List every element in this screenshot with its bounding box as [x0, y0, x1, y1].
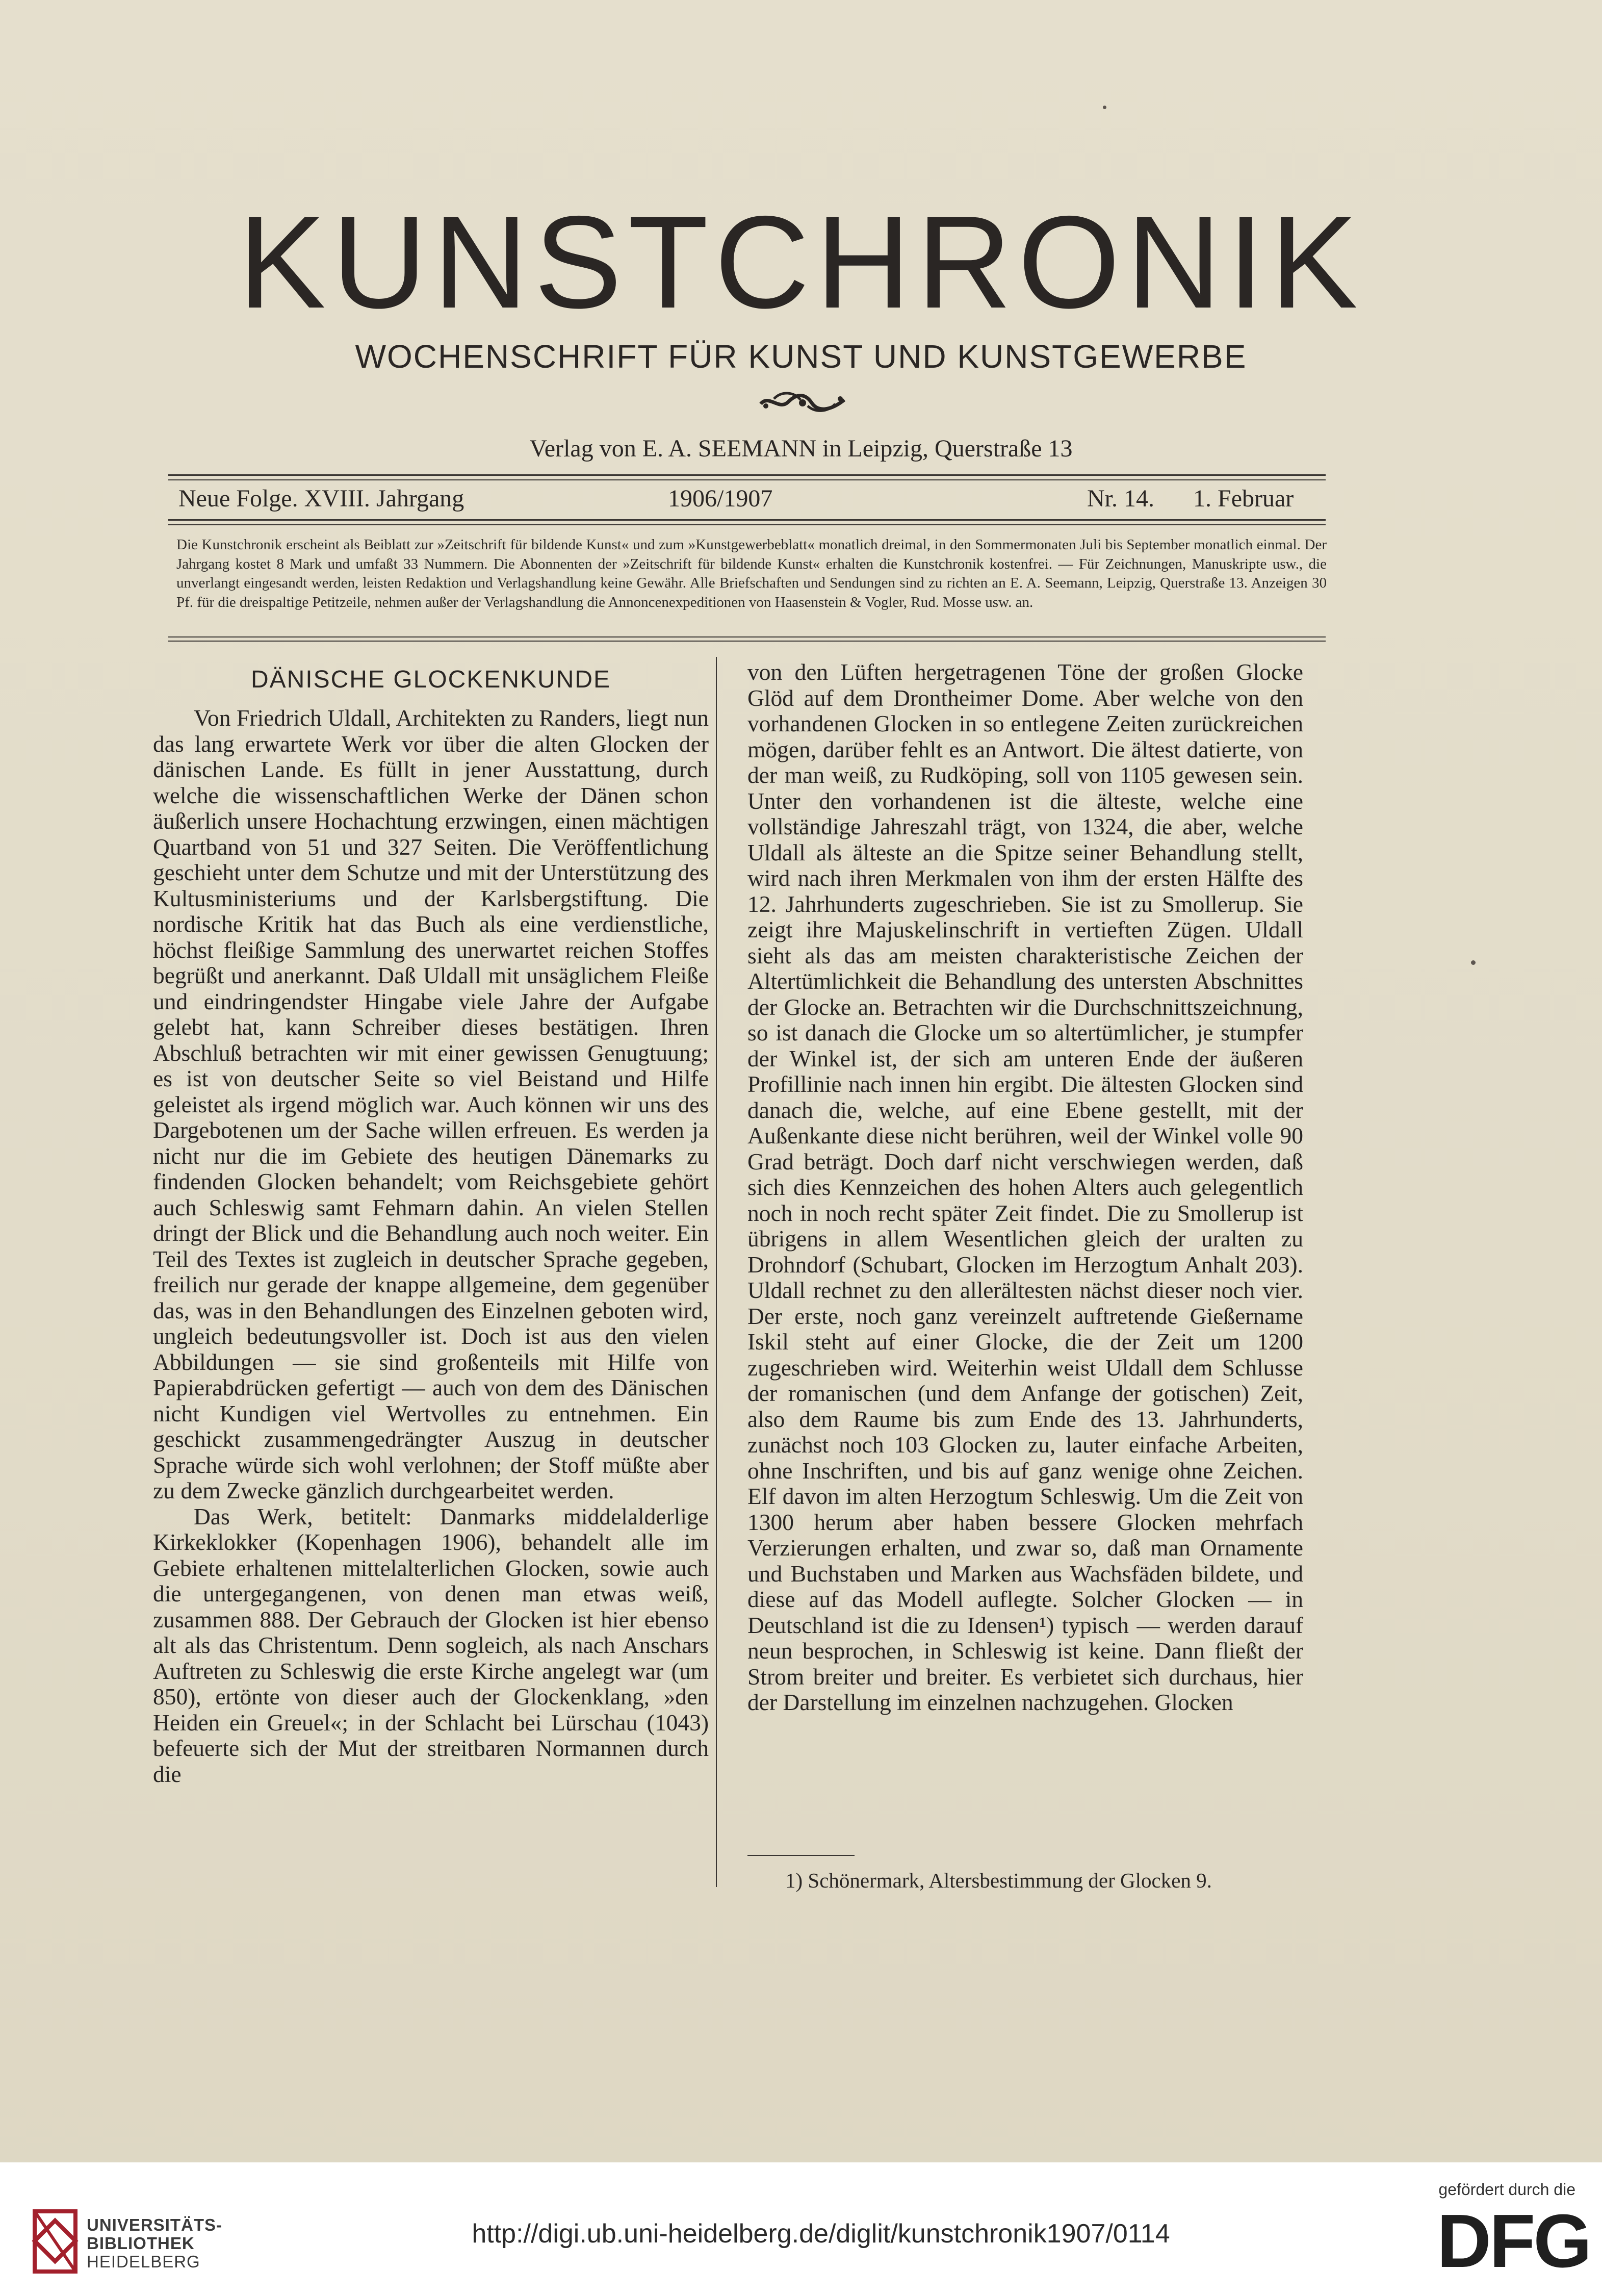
issue-line: [178, 484, 1305, 515]
notice-rule: [168, 636, 1326, 637]
header-rule: [168, 479, 1326, 480]
masthead-subtitle: WOCHENSCHRIFT FÜR KUNST UND KUNSTGEWERBE: [355, 338, 1247, 375]
issue-rule: [168, 524, 1326, 525]
library-name-line: BIBLIOTHEK: [87, 2234, 195, 2253]
footnote-rule: [747, 1855, 855, 1856]
article-heading: DÄNISCHE GLOCKENKUNDE: [250, 666, 611, 693]
paragraph: von den Lüften hergetragenen Töne der großen Glocke Glöd auf dem Drontheimer Dome. Aber welche von den vorhandenen Glocken in so entlegene Zeiten zurückreichen mögen, darüber fehlt es an Antwort. Die ältest datierte, von der man weiß, zu Rudköping, soll von 1105 gewesen sein. Unter den vorhandenen ist die älteste, welche eine vollständige Jahreszahl trägt, von 1324, die aber, welche Uldall als älteste an die Spitze seiner Behandlung stellt, wird nach ihren Merkmalen von ihm der ersten Hälfte des 12. Jahrhunderts zugeschrieben. Sie ist zu Smollerup. Sie zeigt ihre Majuskelinschrift in vertieften Zügen. Uldall sieht als das am meisten charakteristische Zeichen der Altertümlichkeit die Behandlung des untersten Abschnittes der Glocke an. Betrachten wir die Durchschnittszeichnung, so ist danach die Glocke um so altertümlicher, je stumpfer der Winkel ist, der sich am unteren Ende der äußeren Profillinie nach innen hin ergibt. Die ältesten Glocken sind danach die, welche, auf eine Ebene gestellt, mit der Außenkante diese nicht berühren, weil der Winkel volle 90 Grad beträgt. Doch darf nicht verschwiegen werden, daß sich dies Kennzeichen des hohen Alters auch gelegentlich noch in noch recht später Zeit findet. Die zu Smollerup ist übrigens in allem Wesentlichen gleich der uralten zu Drohndorf (Schubart, Glocken im Herzogtum Anhalt 203). Uldall rechnet zu den allerältesten nächst dieser noch vier. Der erste, noch ganz vereinzelt auftretende Gießername Iskil steht auf einer Glocke, die der Zeit um 1200 zugeschrieben wird. Weiterhin weist Uldall dem Schlusse der romanischen (und dem Anfange der gotischen) Zeit, also dem Raume bis zum Ende des 13. Jahrhunderts, zunächst noch 103 Glocken zu, lauter einfache Arbeiten, ohne Inschriften, und bis auf ganz wenige ohne Zeichen. Elf davon im alten Herzogtum Schleswig. Um die Zeit von 1300 herum aber haben bessere Glocken mehrfach Verzierungen erhalten, und zwar so, daß man Ornamente und Buchstaben und Marken aus Wachsfäden bildete, und diese auf das Modell auflegte. Solcher Glocken — in Deutschland ist die zu Idensen¹) typisch — werden darauf neun besprochen, in Schleswig ist keine. Dann fließt der Strom breiter und breiter. Es verbietet sich durchaus, hier der Darstellung im einzelnen nachzugehen. Glocken: [747, 659, 1303, 1715]
left-column-text: [153, 705, 709, 1787]
paper-speck: [1103, 106, 1106, 109]
header-rule: [168, 474, 1326, 476]
library-name: [87, 2216, 222, 2271]
subscription-notice: Die Kunstchronik erscheint als Beiblatt zur »Zeitschrift für bildende Kunst« und zum »Kunstgewerbeblatt« monatlich dreimal, in den Sommermonaten Juli bis September monatlich einmal. Der Jahrgang kostet 8 Mark und umfaßt 33 Nummern. Die Abonnenten der »Zeitschrift für bildende Kunst« erhalten die Kunstchronik kostenfrei. — Für Zeichnungen, Manuskripte usw., die unverlangt eingesandt werden, leisten Redaktion und Verlagshandlung keine Gewähr. Alle Briefschaften und Sendungen sind zu richten an E. A. Seemann, Leipzig, Querstraße 13. Anzeigen 30 Pf. für die dreispaltige Petitzeile, nehmen außer der Verlagshandlung die Annoncenexpeditionen von Haasenstein & Vogler, Rud. Mosse usw. an.: [176, 537, 1327, 610]
issue-series: Neue Folge. XVIII. Jahrgang: [178, 485, 464, 512]
column-divider: [716, 657, 717, 1887]
publisher-line: Verlag von E. A. SEEMANN in Leipzig, Querstraße 13: [529, 435, 1073, 462]
issue-year: 1906/1907: [668, 485, 773, 512]
issue-rule: [168, 519, 1326, 521]
funding-label: gefördert durch die: [1438, 2180, 1575, 2199]
library-name-line: HEIDELBERG: [87, 2252, 200, 2271]
paragraph: Von Friedrich Uldall, Architekten zu Randers, liegt nun das lang erwartete Werk vor über die alten Glocken der dänischen Lande. Es füllt in jener Ausstattung, durch welche die wissenschaftlichen Werke der Dänen schon äußerlich unsere Hochachtung erzwingen, einen mächtigen Quartband von 51 und 327 Seiten. Die Veröffentlichung geschieht unter dem Schutze und mit der Unterstützung des Kultusministeriums und der Karlsbergstiftung. Die nordische Kritik hat das Buch als eine verdienstliche, höchst fleißige Sammlung des unerwartet reichen Stoffes begrüßt und anerkannt. Daß Uldall mit unsäglichem Fleiße und eindringendster Hingabe viele Jahre der Aufgabe gelebt hat, kann Schreiber dieses bestätigen. Ihren Abschluß betrachten wir mit einer gewissen Genugtuung; es ist von deutscher Seite so viel Beistand und Hilfe geleistet als irgend möglich war. Auch können wir uns des Dargebotenen um der Sache willen erfreuen. Es werden ja nicht nur die im Gebiete des heutigen Dänemarks zu findenden Glocken behandelt; vom Reichsgebiete gehört auch Schleswig samt Fehmarn dahin. An vielen Stellen dringt der Blick und die Behandlung auch noch weiter. Ein Teil des Textes ist zugleich in deutscher Sprache gegeben, freilich nur gerade der knappe allgemeine, dem gegenüber das, was in den Behandlungen des Einzelnen geboten wird, ungleich bedeutungsvoller ist. Doch ist aus den vielen Abbildungen — sie sind großenteils mit Hilfe von Papierabdrücken gefertigt — auch von dem des Dänischen nicht Kundigen viel Wertvolles zu entnehmen. Ein geschickt zusammengedrängter Auszug in deutscher Sprache würde sich wohl verlohnen; der Stoff müßte aber zu dem Zwecke gänzlich durchgearbeitet werden.: [153, 705, 709, 1503]
permalink-url[interactable]: http://digi.ub.uni-heidelberg.de/diglit/kunstchronik1907/0114: [472, 2219, 1170, 2249]
ornament-icon: [759, 389, 846, 415]
issue-number: Nr. 14.: [1087, 485, 1154, 512]
footnote: 1) Schönermark, Altersbestimmung der Glocken 9.: [785, 1869, 1212, 1892]
right-column-text: [747, 659, 1303, 1716]
library-name-line: UNIVERSITÄTS-: [87, 2215, 223, 2234]
dfg-logo: DFG: [1437, 2199, 1590, 2283]
paper-speck: [1471, 960, 1476, 965]
notice-rule: [168, 641, 1326, 642]
masthead-title: KUNSTCHRONIK: [238, 188, 1364, 336]
issue-date: 1. Februar: [1193, 485, 1294, 512]
university-library-logo-icon: [32, 2208, 79, 2275]
paragraph: Das Werk, betitelt: Danmarks middelalderlige Kirkeklokker (Kopenhagen 1906), behandelt alle im Gebiete erhaltenen mittelalterlichen Glocken, sowie auch die untergegangenen, von denen man etwas weiß, zusammen 888. Der Gebrauch der Glocken ist hier ebenso alt als das Christentum. Denn sogleich, als nach Anschars Auftreten zu Schleswig die erste Kirche angelegt war (um 850), ertönte von dieser auch der Glockenklang, »den Heiden ein Greuel«; in der Schlacht bei Lürschau (1043) befeuerte sich der Mut der streitbaren Normannen durch die: [153, 1503, 709, 1787]
